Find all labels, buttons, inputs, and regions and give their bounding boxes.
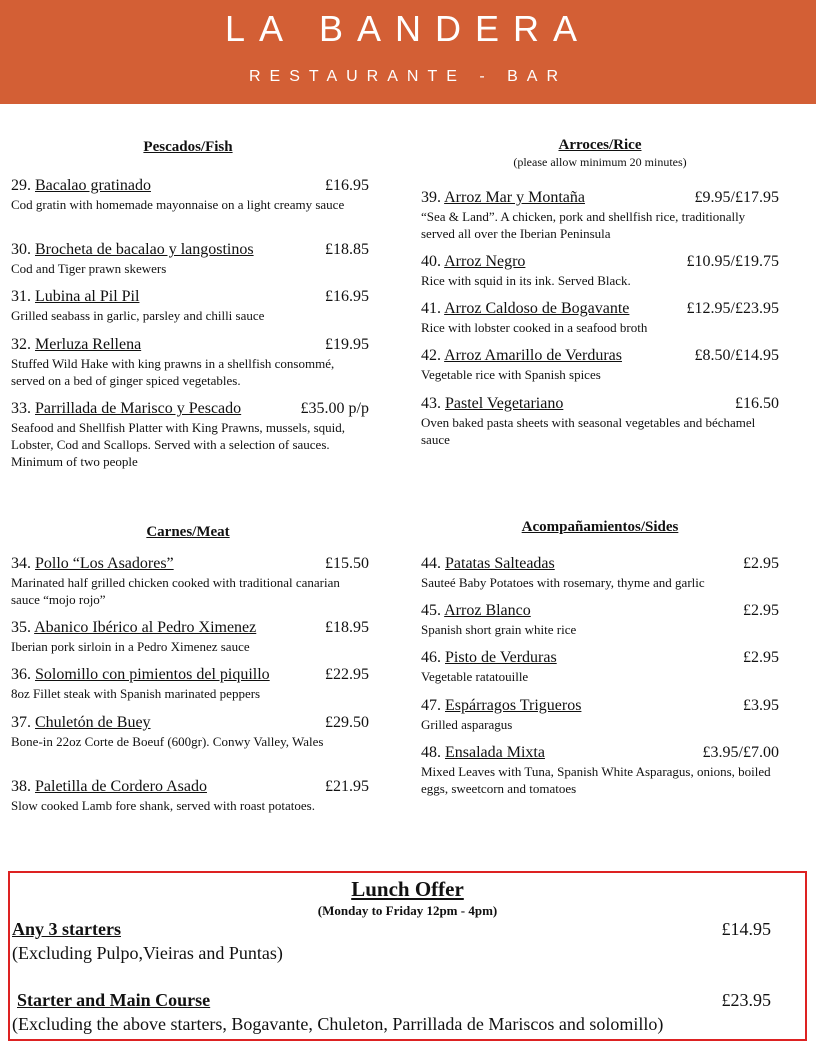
item-number: 44. [421, 555, 441, 572]
item-number: 29. [11, 177, 31, 194]
menu-item [421, 743, 779, 797]
item-price: £16.95 [325, 288, 369, 305]
item-number: 37. [11, 714, 31, 731]
item-number: 42. [421, 347, 441, 364]
item-price: £2.95 [743, 602, 779, 619]
item-name: Pisto de Verduras [445, 649, 557, 666]
menu-item [421, 346, 779, 383]
item-number: 46. [421, 649, 441, 666]
offer-starters-name: Any 3 starters [12, 919, 121, 939]
item-number: 34. [11, 555, 31, 572]
item-name: Arroz Mar y Montaña [444, 189, 585, 206]
item-description: Grilled seabass in garlic, parsley and chilli sauce [11, 308, 265, 323]
item-number: 45. [421, 602, 441, 619]
item-price: £21.95 [325, 778, 369, 795]
item-price: £3.95/£7.00 [702, 744, 779, 761]
rice-section-title: Arroces/Rice [558, 137, 642, 153]
item-price: £16.95 [325, 177, 369, 194]
offer-starters-note: (Excluding Pulpo,Vieiras and Puntas) [12, 943, 283, 963]
item-description: Vegetable rice with Spanish spices [421, 367, 601, 382]
item-description: Cod gratin with homemade mayonnaise on a light creamy sauce [11, 197, 345, 212]
item-name: Parrillada de Marisco y Pescado [35, 400, 242, 417]
lunch-offer-box [8, 871, 807, 1041]
menu-item [11, 618, 369, 655]
item-price: £22.95 [325, 666, 369, 683]
menu-item [11, 713, 369, 750]
item-description: Mixed Leaves with Tuna, Spanish White Asparagus, onions, boiled eggs, sweetcorn and tomatoes [421, 764, 771, 796]
item-number: 39. [421, 189, 441, 206]
item-name: Arroz Caldoso de Bogavante [444, 300, 630, 317]
item-number: 41. [421, 300, 441, 317]
item-description: Vegetable ratatouille [421, 669, 529, 684]
menu-item [11, 176, 369, 213]
item-description: Iberian pork sirloin in a Pedro Ximenez sauce [11, 639, 250, 654]
item-name: Arroz Blanco [444, 602, 531, 619]
offer-main-note: (Excluding the above starters, Bogavante, Chuleton, Parrillada de Mariscos and solomillo) [12, 1014, 664, 1034]
item-description: Rice with squid in its ink. Served Black. [421, 273, 631, 288]
item-description: 8oz Fillet steak with Spanish marinated peppers [11, 686, 261, 701]
item-price: £15.50 [325, 555, 369, 572]
item-number: 48. [421, 744, 441, 761]
item-number: 38. [11, 778, 31, 795]
item-price: £10.95/£19.75 [686, 253, 779, 270]
menu-item [11, 287, 369, 324]
item-name: Patatas Salteadas [445, 555, 555, 572]
item-price: £18.85 [325, 241, 369, 258]
item-price: £35.00 p/p [300, 400, 369, 417]
item-number: 30. [11, 241, 31, 258]
item-description: Grilled asparagus [421, 717, 513, 732]
item-description: Sauteé Baby Potatoes with rosemary, thyme and garlic [421, 575, 705, 590]
item-name: Chuletón de Buey [35, 714, 151, 731]
item-number: 33. [11, 400, 31, 417]
item-description: Oven baked pasta sheets with seasonal vegetables and béchamel sauce [421, 415, 756, 447]
menu-item [11, 240, 369, 277]
item-description: Seafood and Shellfish Platter with King Prawns, mussels, squid, Lobster, Cod and Scallops. Served with a selection of sauces. Minimum of two people [11, 420, 346, 469]
offer-main-name: Starter and Main Course [17, 990, 211, 1010]
item-number: 35. [11, 619, 31, 636]
meat-section-title: Carnes/Meat [146, 524, 230, 540]
item-price: £3.95 [743, 697, 779, 714]
item-description: Marinated half grilled chicken cooked with traditional canarian sauce “mojo rojo” [11, 575, 340, 607]
item-price: £18.95 [325, 619, 369, 636]
item-price: £29.50 [325, 714, 369, 731]
item-name: Merluza Rellena [35, 336, 142, 353]
item-name: Paletilla de Cordero Asado [35, 778, 207, 795]
item-price: £9.95/£17.95 [694, 189, 779, 206]
item-description: Spanish short grain white rice [421, 622, 577, 637]
item-name: Ensalada Mixta [445, 744, 545, 761]
menu-item [11, 399, 369, 470]
item-name: Bacalao gratinado [35, 177, 151, 194]
menu-item [11, 777, 369, 814]
item-name: Pastel Vegetariano [445, 395, 564, 412]
item-number: 36. [11, 666, 31, 683]
item-name: Arroz Amarillo de Verduras [444, 347, 622, 364]
menu-item [11, 554, 369, 608]
menu-item [421, 648, 779, 685]
item-price: £2.95 [743, 649, 779, 666]
menu-item [421, 299, 779, 336]
rice-note: (please allow minimum 20 minutes) [513, 155, 687, 169]
item-number: 47. [421, 697, 441, 714]
menu-item [11, 335, 369, 389]
item-price: £12.95/£23.95 [686, 300, 779, 317]
item-price: £8.50/£14.95 [694, 347, 779, 364]
item-name: Abanico Ibérico al Pedro Ximenez [34, 619, 257, 636]
item-number: 31. [11, 288, 31, 305]
item-description: Stuffed Wild Hake with king prawns in a shellfish consommé, served on a bed of ginger spiced vegetables. [11, 356, 335, 388]
item-price: £19.95 [325, 336, 369, 353]
item-name: Solomillo con pimientos del piquillo [35, 666, 270, 683]
menu-item [421, 188, 779, 242]
menu-item [421, 394, 779, 448]
item-description: Slow cooked Lamb fore shank, served with roast potatoes. [11, 798, 315, 813]
offer-starters-price: £14.95 [721, 919, 771, 939]
item-description: “Sea & Land”. A chicken, pork and shellfish rice, traditionally served all over the Iberian Peninsula [421, 209, 746, 241]
fish-section-title: Pescados/Fish [143, 139, 233, 155]
lunch-offer-title: Lunch Offer [351, 877, 464, 901]
item-description: Rice with lobster cooked in a seafood broth [421, 320, 648, 335]
item-description: Bone-in 22oz Corte de Boeuf (600gr). Conwy Valley, Wales [11, 734, 324, 749]
item-number: 43. [421, 395, 441, 412]
item-name: Lubina al Pil Pil [35, 288, 140, 305]
lunch-offer-hours: (Monday to Friday 12pm - 4pm) [317, 903, 498, 918]
item-name: Pollo “Los Asadores” [35, 555, 174, 572]
item-description: Cod and Tiger prawn skewers [11, 261, 167, 276]
menu-item [421, 252, 779, 289]
item-name: Espárragos Trigueros [445, 697, 582, 714]
item-number: 40. [421, 253, 441, 270]
item-price: £2.95 [743, 555, 779, 572]
sides-section-title: Acompañamientos/Sides [521, 519, 679, 535]
header-banner [0, 0, 816, 104]
menu-item [11, 665, 369, 702]
menu-item [421, 696, 779, 733]
restaurant-subtitle: RESTAURANTE - BAR [248, 68, 568, 85]
menu-item [421, 601, 779, 638]
item-price: £16.50 [735, 395, 779, 412]
item-name: Arroz Negro [444, 253, 526, 270]
restaurant-logo: LA BANDERA [224, 8, 592, 49]
menu-item [421, 554, 779, 591]
offer-main-price: £23.95 [721, 990, 771, 1010]
item-name: Brocheta de bacalao y langostinos [35, 241, 254, 258]
item-number: 32. [11, 336, 31, 353]
